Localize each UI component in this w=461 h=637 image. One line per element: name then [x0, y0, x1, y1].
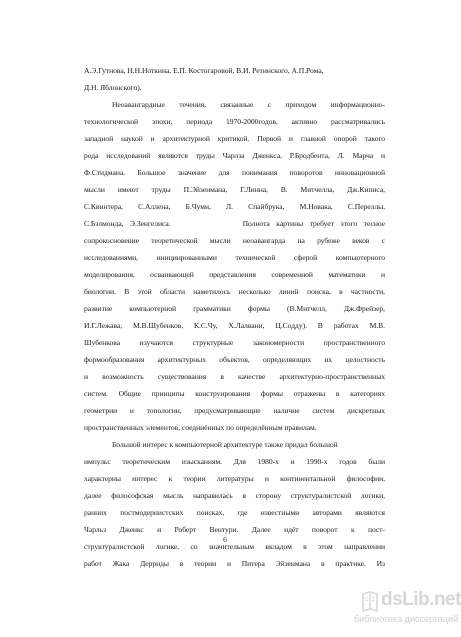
text-line: геометрии и топологии, предусматривающие наличие систем дискретных	[84, 406, 385, 415]
text-line: структуралистской логике, со значительным вкладом в этом направлении	[84, 542, 385, 551]
page-number: 6	[223, 535, 227, 544]
text-line: развитие компьютерной грамматики формы (В.Митчелл, Дж.Фрейзер,	[84, 304, 385, 313]
text-line: формообразования архитектурных объектов, определяющих их целостность	[84, 355, 385, 364]
text-line: характерны интерес к теории литературы и континентальной философии,	[84, 474, 385, 483]
watermark-logo: dsLib.net	[381, 589, 461, 610]
text-line: С.Квинтера, С.Аллена, Б.Чуми, Л. Спайбрука, М.Новака, С.Переллы,	[84, 202, 385, 211]
text-line: И.Г.Лежава, М.В.Шубенков, К.С.Чу, Х.Лалвани, Ц.Содду). В работах М.В.	[84, 321, 385, 330]
text-line: импульс теоретическим изысканиям. Для 1980-х и 1990-х годов были	[84, 457, 385, 466]
text-line: западной наукой и архитектурной критикой. Первой и главной опорой такого	[84, 134, 385, 143]
text-line: пространственных элементов, соединённых по определённым правилам.	[84, 423, 317, 432]
text-line: Д.Н. Яблонского).	[84, 83, 142, 92]
watermark-tagline: библиотека диссертаций	[354, 614, 459, 624]
text-line: сопрокосновение теоретической мысли неоавангарда на рубеже веков с	[84, 236, 385, 245]
text-line: ранних постмодернистских поисках, где известными авторами являются	[84, 508, 385, 517]
text-line: моделирования, осваивающей представления современной математики и	[84, 270, 385, 279]
text-line: Шубенкова изучаются структурные закономерности пространственного	[84, 338, 385, 347]
text-line: мысли имеют труды П.Эйзенмана, Г.Линна, В. Митчелла, Дж.Киписа,	[84, 185, 385, 194]
text-line: Ф.Стидмана. Большое значение для понимания поворотов инновационной	[84, 168, 385, 177]
text-line: рода исследований являются труды Чарлза Дженкса, Р.Бродбента, Л. Марча и	[84, 151, 385, 160]
text-line: исследованиями, инициированными технической сферой компьютерного	[84, 253, 385, 262]
text-line: систем. Общие принципы конструирования формы отражены в категориях	[84, 389, 385, 398]
text-line: С.Бэлмонда, Э.Зенгелиса. Полнота картины требует этого тесное	[84, 219, 385, 228]
text-line: работ Жака Дерриды в теории и Питера Эйзенмана в практике. Из	[84, 559, 385, 568]
text-line: далее философская мысль направилась в сторону структуралистской логики,	[84, 491, 385, 500]
text-line: биологии. В этой области наметилось несколько линий поиска, в частности,	[84, 287, 385, 296]
text-line: технологической эпохи, периода 1970-2000годов, активно рассматривались	[84, 117, 385, 126]
text-line: Большой интерес к компьютерной архитектуре также придал большой	[112, 440, 338, 449]
text-line: А.Э.Гутнова, Н.Н.Ноткина, Е.П. Костогаровой, В.И. Ретинского, А.П.Рома,	[84, 66, 324, 75]
text-line: Чарльз Дженкс и Роберт Вентури. Далее идёт поворот к пост-	[84, 525, 385, 534]
book-icon	[361, 590, 379, 614]
text-line: Неоавангардные течения, связанные с приходом информационно-	[112, 100, 385, 109]
text-line: и возможность существования в качестве архитектурно-пространственных	[84, 372, 385, 381]
